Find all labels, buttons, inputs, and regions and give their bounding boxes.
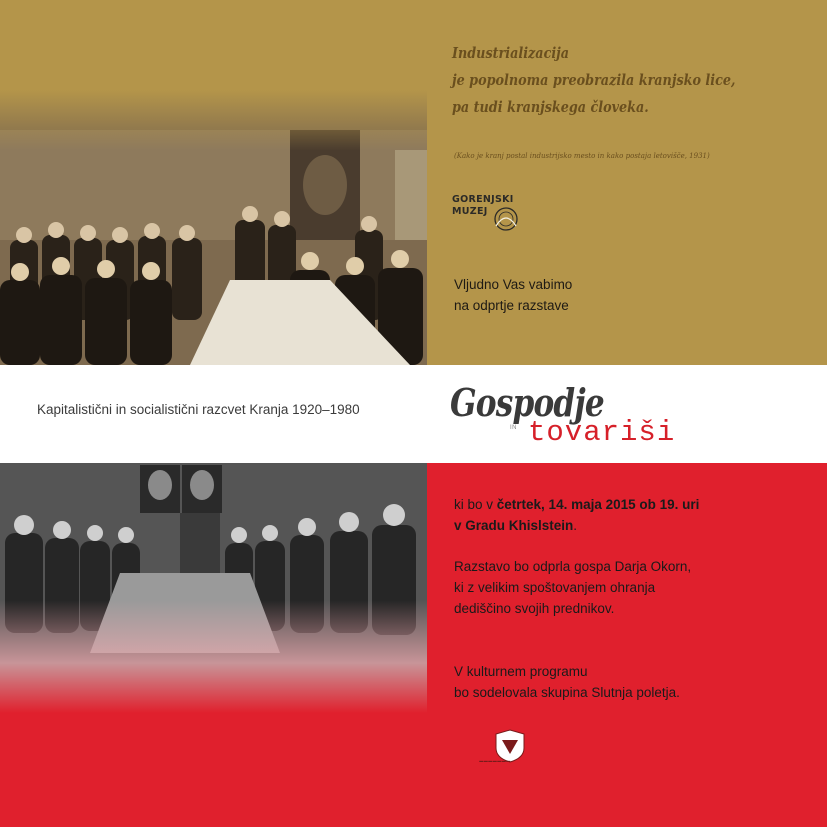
event-location-suffix: . <box>573 518 578 533</box>
invitation-text <box>454 274 572 316</box>
museum-emblem-icon <box>492 206 520 232</box>
opening-line-2: ki z velikim spoštovanjem ohranja <box>454 580 656 595</box>
event-date-time: četrtek, 14. maja 2015 ob 19. uri <box>496 497 700 512</box>
museum-logo <box>452 194 542 238</box>
historic-photo-top <box>0 90 427 365</box>
event-location: v Gradu Khislstein <box>454 518 574 533</box>
program-line-1: V kulturnem programu <box>454 664 588 679</box>
museum-name-line-2: MUZEJ <box>452 206 488 217</box>
quote-line-1: Industrializacija <box>452 45 570 62</box>
opening-line-1: Razstavo bo odprla gospa Darja Okorn, <box>454 559 692 574</box>
opening-line-3: dediščino svojih prednikov. <box>454 601 615 616</box>
event-opening-paragraph <box>454 556 814 619</box>
quote-block <box>452 40 812 121</box>
exhibition-title-part-2: tovariši <box>528 416 676 449</box>
event-date-prefix: ki bo v <box>454 497 497 512</box>
exhibition-title-connector: IN <box>510 425 517 431</box>
quote-line-2: je popolnoma preobrazila kranjsko lice, <box>452 72 736 89</box>
exhibition-subtitle: Kapitalistični in socialistični razcvet Kranja 1920–1980 <box>37 402 360 417</box>
crest-caption-icon: ▬▬▬▬▬▬▬ <box>479 758 511 763</box>
invitation-line-2: na odprtje razstave <box>454 298 569 313</box>
quote-source: (Kako je kranj postal industrijsko mesto in kako postaja letovišče, 1931) <box>454 152 710 160</box>
historic-photo-bottom <box>0 463 427 713</box>
exhibition-title-part-1: Gospodje <box>450 380 604 425</box>
event-details <box>454 494 814 703</box>
program-line-2: bo sodelovala skupina Slutnja poletja. <box>454 685 680 700</box>
quote-line-3: pa tudi kranjskega človeka. <box>452 99 649 116</box>
invitation-line-1: Vljudno Vas vabimo <box>454 277 573 292</box>
event-program-paragraph <box>454 661 814 703</box>
event-date-paragraph <box>454 494 814 536</box>
museum-name-line-1: GORENJSKI <box>452 194 514 205</box>
